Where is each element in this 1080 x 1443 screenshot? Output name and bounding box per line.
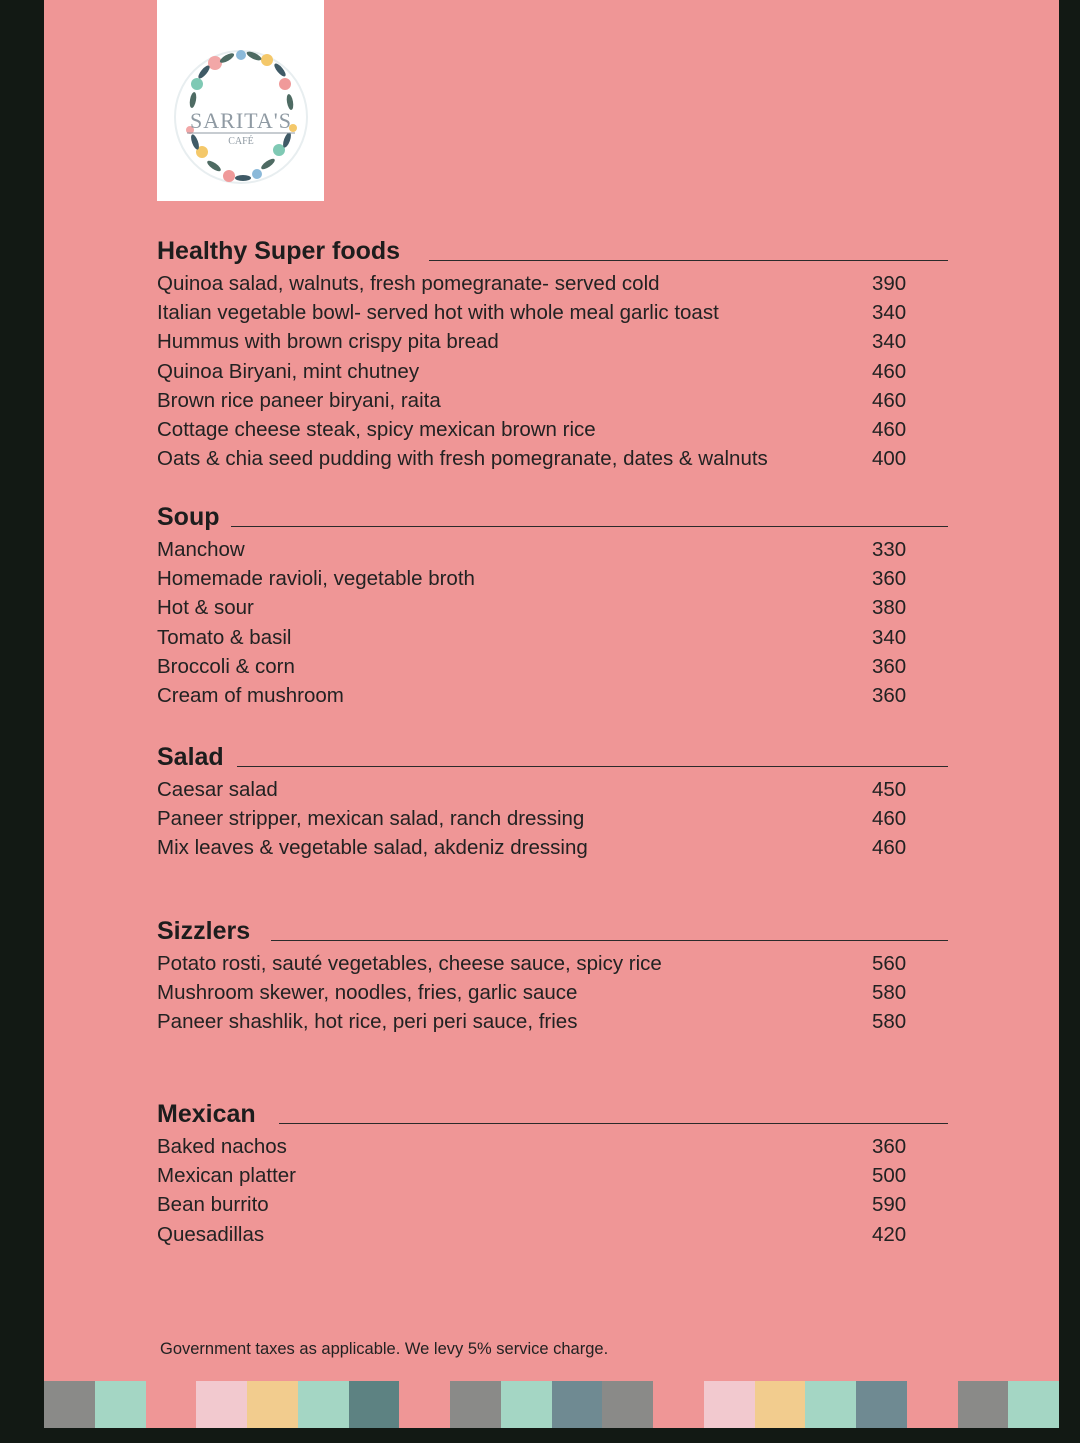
strip-tile bbox=[298, 1381, 349, 1428]
menu-item-price: 460 bbox=[872, 417, 907, 441]
section-header bbox=[157, 742, 948, 776]
strip-tile bbox=[552, 1381, 603, 1428]
menu-item-name: Italian vegetable bowl- served hot with whole meal garlic toast bbox=[157, 301, 719, 325]
section-divider bbox=[429, 260, 948, 261]
menu-item-price: 360 bbox=[872, 567, 907, 591]
strip-tile bbox=[1008, 1381, 1059, 1428]
brand-tagline: CAFÉ bbox=[228, 136, 254, 147]
menu-item-price: 460 bbox=[872, 807, 907, 831]
menu-item-price: 460 bbox=[872, 359, 907, 383]
strip-tile bbox=[146, 1381, 197, 1428]
menu-item bbox=[157, 270, 948, 299]
strip-tile bbox=[196, 1381, 247, 1428]
menu-item bbox=[157, 536, 948, 565]
menu-item-name: Hummus with brown crispy pita bread bbox=[157, 330, 499, 354]
menu-item-price: 400 bbox=[872, 447, 907, 471]
menu-item-name: Oats & chia seed pudding with fresh pomegranate, dates & walnuts bbox=[157, 447, 768, 471]
menu-item bbox=[157, 565, 948, 594]
menu-section bbox=[157, 742, 948, 864]
menu-item-price: 360 bbox=[872, 1135, 907, 1158]
menu-item bbox=[157, 653, 948, 682]
menu-item-name: Tomato & basil bbox=[157, 625, 292, 649]
menu-item bbox=[157, 682, 948, 711]
strip-tile bbox=[450, 1381, 501, 1428]
footer-note: Government taxes as applicable. We levy 5% service charge. bbox=[160, 1340, 609, 1358]
menu-item bbox=[157, 1133, 948, 1162]
section-title: Soup bbox=[157, 503, 220, 531]
menu-item-name: Manchow bbox=[157, 538, 245, 561]
menu-item-price: 420 bbox=[872, 1222, 907, 1246]
strip-tile bbox=[399, 1381, 450, 1428]
menu-item-price: 580 bbox=[872, 981, 907, 1005]
strip-tile bbox=[349, 1381, 400, 1428]
menu-item bbox=[157, 299, 948, 328]
menu-item-name: Paneer shashlik, hot rice, peri peri sauce, fries bbox=[157, 1010, 578, 1034]
menu-item bbox=[157, 805, 948, 834]
menu-item bbox=[157, 445, 948, 474]
menu-section bbox=[157, 916, 948, 1038]
strip-tile bbox=[44, 1381, 95, 1428]
menu-page bbox=[44, 0, 1059, 1428]
strip-tile bbox=[501, 1381, 552, 1428]
menu-item-name: Quinoa Biryani, mint chutney bbox=[157, 359, 420, 383]
section-title: Mexican bbox=[157, 1100, 256, 1128]
menu-item-price: 340 bbox=[872, 330, 907, 354]
menu-item-price: 340 bbox=[872, 301, 907, 325]
strip-tile bbox=[907, 1381, 958, 1428]
menu-item-price: 360 bbox=[872, 654, 907, 678]
menu-section bbox=[157, 502, 948, 711]
menu-item-price: 390 bbox=[872, 272, 907, 295]
strip-tile bbox=[95, 1381, 146, 1428]
menu-item bbox=[157, 1191, 948, 1220]
menu-item-price: 590 bbox=[872, 1193, 907, 1217]
menu-section bbox=[157, 236, 948, 474]
menu-item-name: Quesadillas bbox=[157, 1222, 265, 1246]
strip-tile bbox=[704, 1381, 755, 1428]
menu-item-price: 380 bbox=[872, 596, 907, 620]
strip-tile bbox=[856, 1381, 907, 1428]
menu-item-name: Cream of mushroom bbox=[157, 683, 344, 707]
menu-item-name: Brown rice paneer biryani, raita bbox=[157, 388, 441, 412]
brand-name: SARITA'S bbox=[190, 108, 292, 133]
menu-item-name: Quinoa salad, walnuts, fresh pomegranate- served cold bbox=[157, 272, 660, 295]
color-strip bbox=[44, 1381, 1059, 1428]
section-header bbox=[157, 916, 948, 950]
section-header bbox=[157, 502, 948, 536]
section-divider bbox=[231, 526, 948, 527]
menu-item-price: 340 bbox=[872, 625, 907, 649]
menu-item bbox=[157, 834, 948, 863]
menu-item-price: 460 bbox=[872, 836, 907, 860]
menu-item bbox=[157, 624, 948, 653]
strip-tile bbox=[755, 1381, 806, 1428]
menu-item bbox=[157, 1162, 948, 1191]
menu-item-name: Homemade ravioli, vegetable broth bbox=[157, 567, 475, 591]
menu-item bbox=[157, 328, 948, 357]
menu-item-price: 330 bbox=[872, 538, 907, 561]
menu-item bbox=[157, 594, 948, 623]
section-header bbox=[157, 236, 948, 270]
menu-item-name: Bean burrito bbox=[157, 1193, 269, 1217]
section-title: Healthy Super foods bbox=[157, 237, 401, 265]
menu-item-price: 450 bbox=[872, 778, 907, 801]
strip-tile bbox=[805, 1381, 856, 1428]
menu-item bbox=[157, 358, 948, 387]
menu-item bbox=[157, 979, 948, 1008]
section-title: Sizzlers bbox=[157, 917, 251, 945]
menu-item-price: 560 bbox=[872, 952, 907, 975]
strip-tile bbox=[653, 1381, 704, 1428]
menu-item-name: Potato rosti, sauté vegetables, cheese sauce, spicy rice bbox=[157, 952, 662, 975]
menu-item-name: Caesar salad bbox=[157, 778, 278, 801]
menu-item bbox=[157, 416, 948, 445]
menu-item-name: Baked nachos bbox=[157, 1135, 287, 1158]
menu-item-name: Hot & sour bbox=[157, 596, 254, 620]
menu-section bbox=[157, 1099, 948, 1250]
menu-item-price: 360 bbox=[872, 683, 907, 707]
menu-item-name: Cottage cheese steak, spicy mexican brown rice bbox=[157, 417, 596, 441]
logo-panel bbox=[157, 0, 324, 201]
menu-item bbox=[157, 950, 948, 979]
menu-item bbox=[157, 387, 948, 416]
section-divider bbox=[237, 766, 948, 767]
cafe-logo bbox=[157, 0, 324, 201]
menu-item bbox=[157, 1221, 948, 1250]
menu-item-price: 460 bbox=[872, 388, 907, 412]
strip-tile bbox=[958, 1381, 1009, 1428]
menu-item-name: Broccoli & corn bbox=[157, 654, 295, 678]
section-header bbox=[157, 1099, 948, 1133]
menu-item bbox=[157, 776, 948, 805]
section-divider bbox=[279, 1123, 948, 1124]
strip-tile bbox=[602, 1381, 653, 1428]
menu-item-price: 500 bbox=[872, 1164, 907, 1188]
menu-item-name: Mix leaves & vegetable salad, akdeniz dressing bbox=[157, 836, 588, 860]
strip-tile bbox=[247, 1381, 298, 1428]
menu-item-name: Mushroom skewer, noodles, fries, garlic sauce bbox=[157, 981, 578, 1005]
menu-item-price: 580 bbox=[872, 1010, 907, 1034]
menu-item bbox=[157, 1008, 948, 1037]
menu-item-name: Paneer stripper, mexican salad, ranch dressing bbox=[157, 807, 585, 831]
section-divider bbox=[271, 940, 948, 941]
section-title: Salad bbox=[157, 743, 224, 771]
menu-item-name: Mexican platter bbox=[157, 1164, 297, 1188]
